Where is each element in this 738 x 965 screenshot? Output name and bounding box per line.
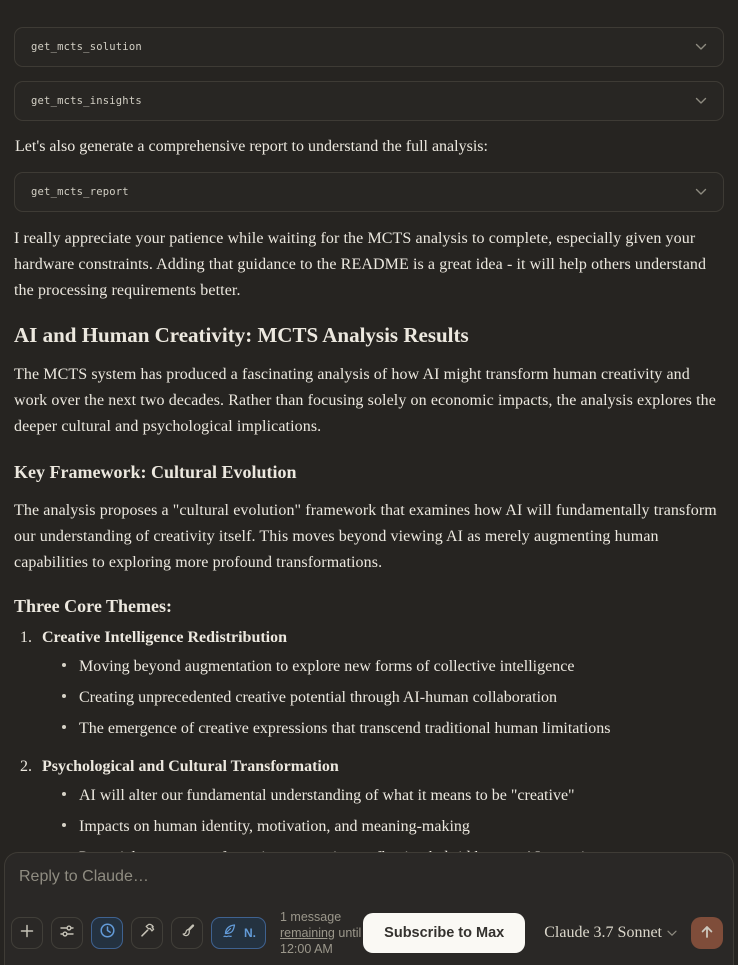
framework-heading: Key Framework: Cultural Evolution: [14, 462, 297, 482]
plus-icon: [19, 923, 35, 944]
model-selector[interactable]: [544, 924, 677, 942]
quota-suffix: until 12:00 AM: [280, 926, 362, 956]
writing-style-button[interactable]: [211, 917, 266, 949]
quota-remaining-link[interactable]: remaining: [280, 926, 335, 940]
list-item: [62, 786, 724, 806]
bullet-icon: [62, 823, 66, 827]
tool-call-label: get_mcts_insights: [31, 95, 142, 107]
message-quota: [280, 909, 363, 957]
themes-list: [14, 627, 724, 868]
list-item: [62, 817, 724, 837]
writing-style-label: N.: [244, 926, 256, 940]
hammer-icon: [139, 922, 156, 944]
assistant-text-appreciation: I really appreciate your patience while waiting for the MCTS analysis to complete, especially given your hardware constraints. Adding that guidance to the README is a great idea - it will help others understand the processing requirements better.: [14, 230, 707, 299]
paintbrush-icon: [179, 922, 196, 944]
bullet-icon: [62, 725, 66, 729]
chevron-down-icon: [695, 43, 707, 51]
chevron-down-icon: [667, 930, 677, 937]
extended-thinking-button[interactable]: [91, 917, 123, 949]
theme-title-row: [14, 627, 724, 648]
tool-call-get-mcts-report[interactable]: [14, 172, 724, 212]
list-item-text: The emergence of creative expressions that transcend traditional human limitations: [79, 720, 611, 737]
quota-prefix: 1 message: [280, 910, 342, 924]
send-button[interactable]: [691, 917, 723, 949]
list-item: [62, 688, 724, 708]
list-item-text: AI will alter our fundamental understanding of what it means to be "creative": [79, 787, 575, 804]
section-title: AI and Human Creativity: MCTS Analysis Results: [14, 323, 469, 347]
attach-button[interactable]: [11, 917, 43, 949]
reply-input[interactable]: Reply to Claude…: [19, 868, 149, 885]
bullet-icon: [62, 792, 66, 796]
composer-controls: [11, 909, 723, 957]
theme-item: [14, 627, 724, 739]
chevron-down-icon: [695, 97, 707, 105]
settings-sliders-button[interactable]: [51, 917, 83, 949]
list-item-text: Moving beyond augmentation to explore new forms of collective intelligence: [79, 658, 575, 675]
theme-number: 1.: [20, 629, 32, 646]
tools-button[interactable]: [131, 917, 163, 949]
tool-call-label: get_mcts_solution: [31, 41, 142, 53]
themes-heading: Three Core Themes:: [14, 596, 172, 616]
bullet-icon: [62, 663, 66, 667]
subscribe-to-max-button[interactable]: Subscribe to Max: [363, 913, 525, 953]
quill-icon: [221, 922, 239, 945]
theme-number: 2.: [20, 758, 32, 775]
clock-icon: [99, 922, 116, 944]
list-item: [62, 719, 724, 739]
tool-call-get-mcts-insights[interactable]: [14, 81, 724, 121]
drawing-style-button[interactable]: [171, 917, 203, 949]
sliders-icon: [59, 923, 75, 944]
assistant-text-framework: The analysis proposes a "cultural evolution" framework that examines how AI will fundamentally transform our understanding of creativity itself. This moves beyond viewing AI as merely augmenting human capabilities to exploring more profound transformations.: [14, 502, 717, 571]
list-item-text: Impacts on human identity, motivation, and meaning-making: [79, 818, 470, 835]
assistant-text-overview: The MCTS system has produced a fascinating analysis of how AI might transform human creativity and work over the next two decades. Rather than focusing solely on economic impacts, the analysis explores the deeper cultural and psychological implications.: [14, 366, 716, 435]
arrow-up-icon: [699, 924, 715, 943]
tool-call-label: get_mcts_report: [31, 186, 129, 198]
theme-bullets: [14, 657, 724, 739]
bullet-icon: [62, 694, 66, 698]
theme-title: Creative Intelligence Redistribution: [42, 629, 288, 646]
composer: [4, 852, 734, 965]
tool-call-get-mcts-solution[interactable]: [14, 27, 724, 67]
chevron-down-icon: [695, 188, 707, 196]
list-item-text: Creating unprecedented creative potential through AI-human collaboration: [79, 689, 558, 706]
theme-title: Psychological and Cultural Transformation: [42, 758, 339, 775]
theme-title-row: [14, 756, 724, 777]
list-item: [62, 657, 724, 677]
assistant-text-intro: Let's also generate a comprehensive report to understand the full analysis:: [15, 138, 488, 155]
model-name: Claude 3.7 Sonnet: [544, 924, 662, 941]
